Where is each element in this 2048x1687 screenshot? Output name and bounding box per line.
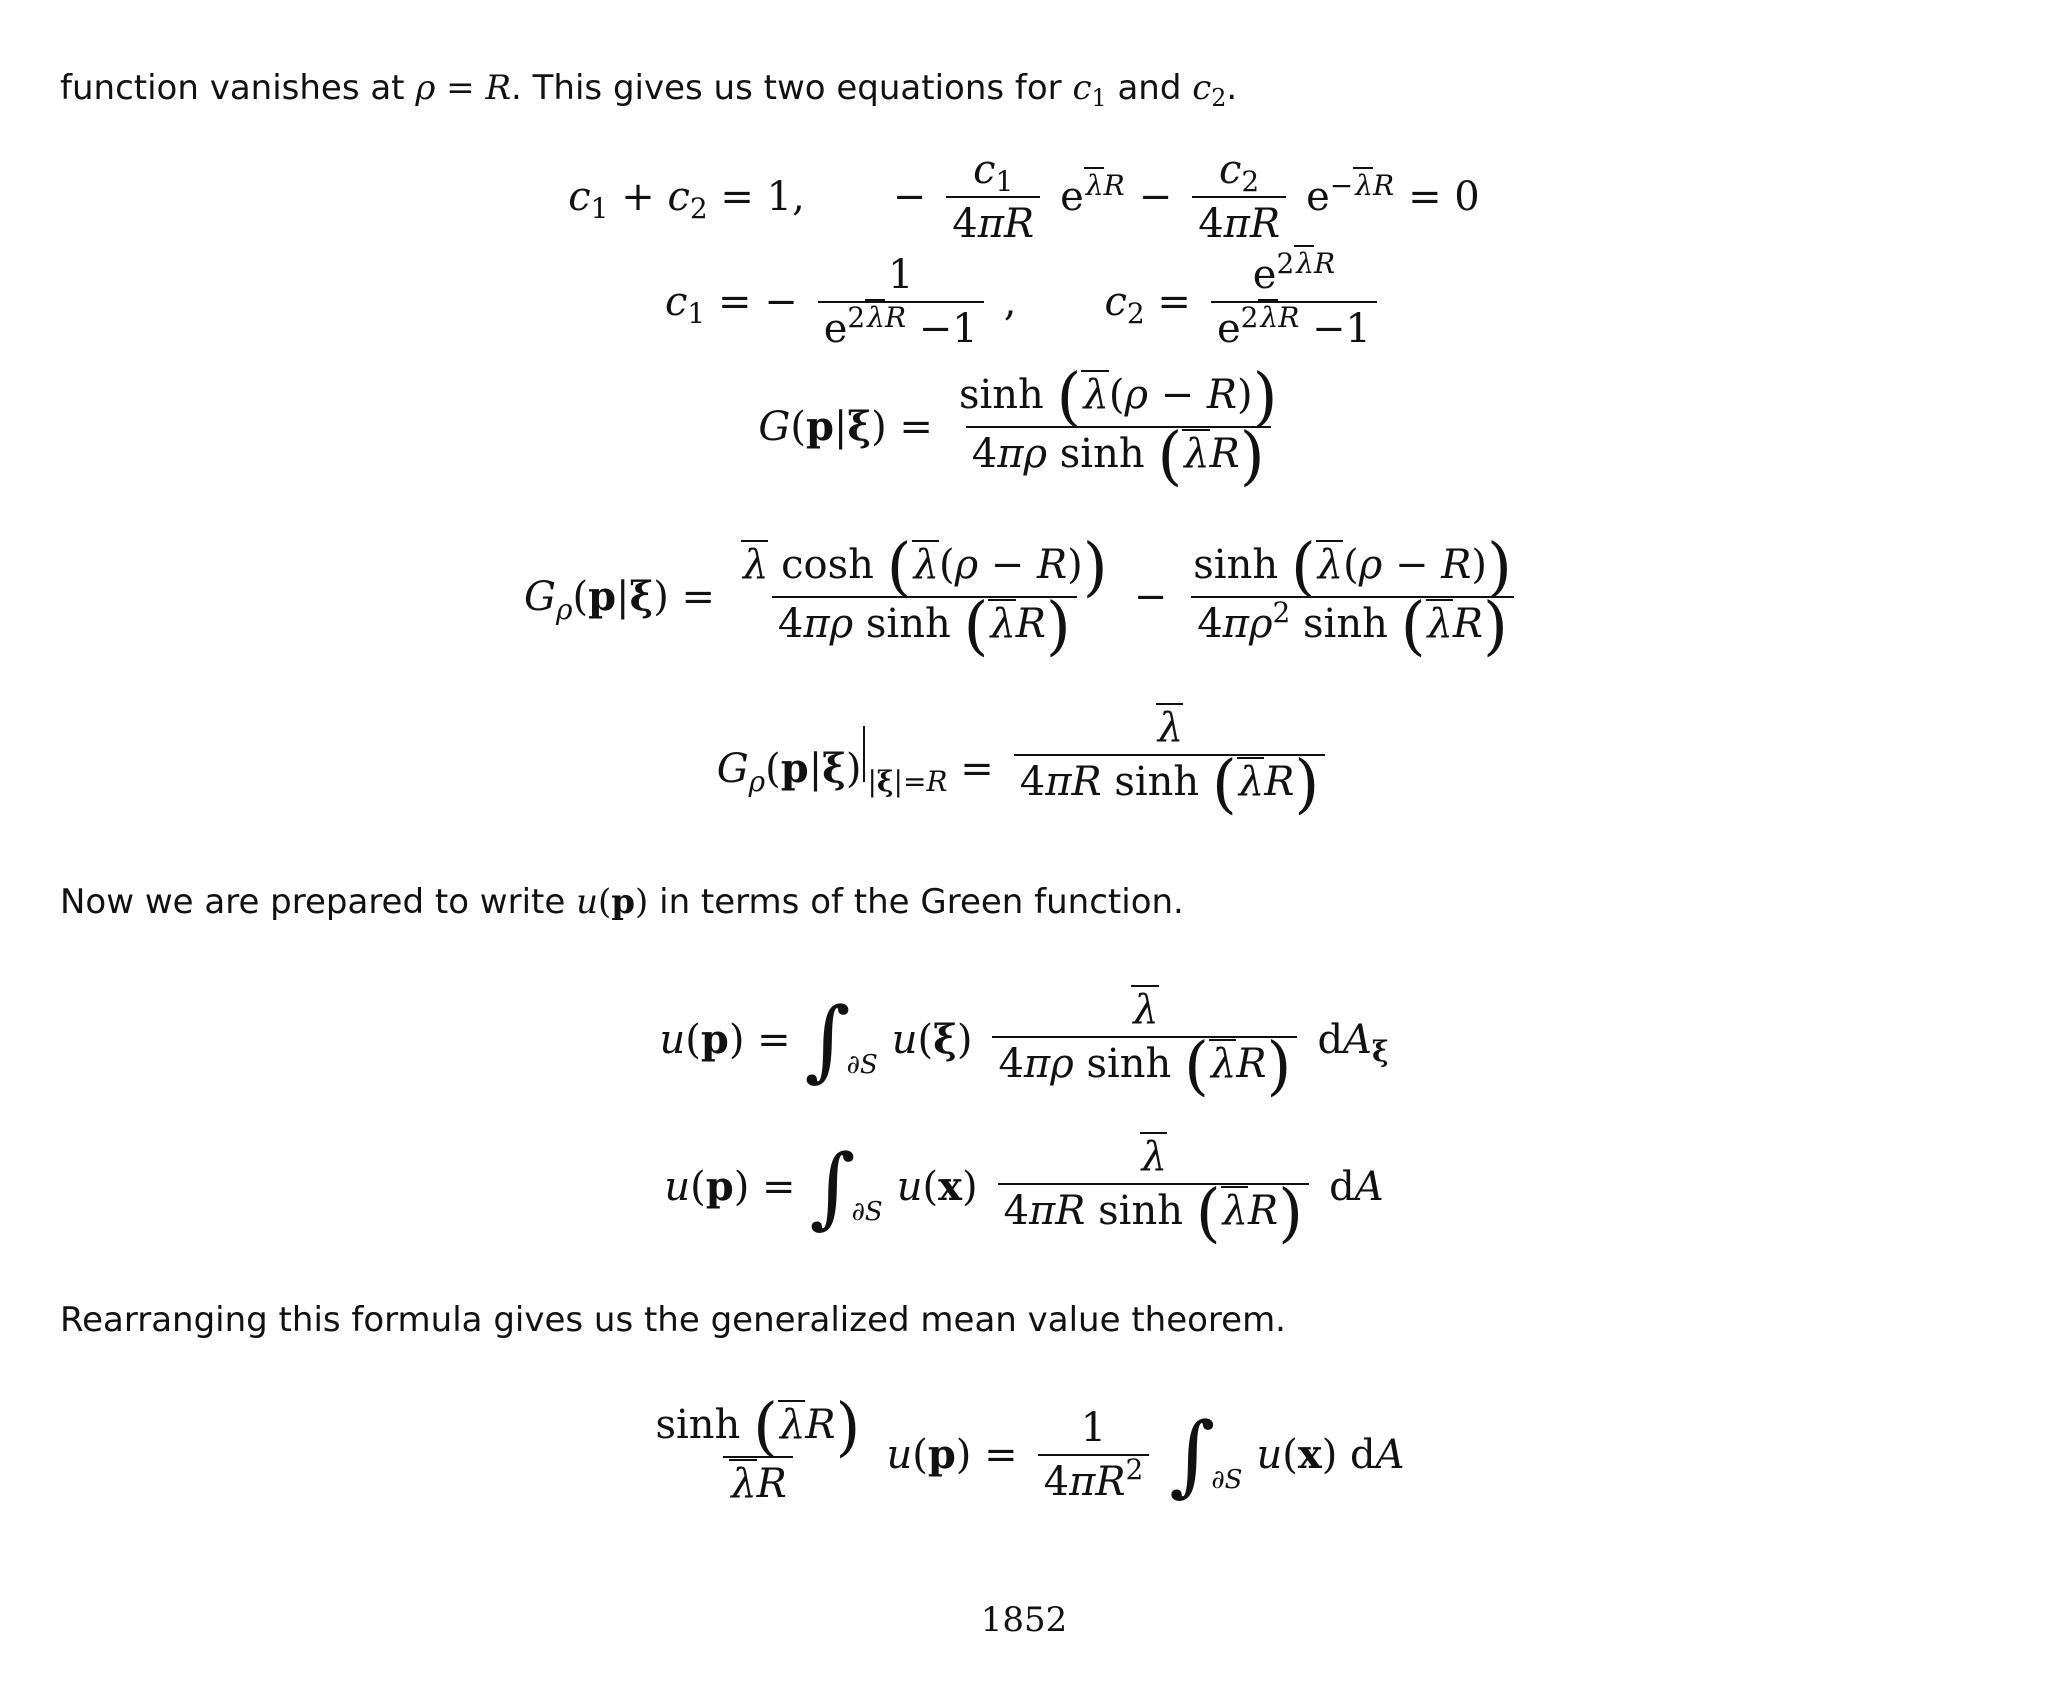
page-number: 1852 — [980, 1600, 1068, 1640]
equation-4: $G_\rho(p|\xi)$ = $\frac{\text{λ cosh (λ(ρ − R))}}{\text{4πρ sinh (λR)}}$ − $\frac{\sinh (\lambda(\rho - R))}{4\pi\rho^2 \sinh (\lambda R)}$ — [0, 545, 2048, 650]
equation-5: $G_\rho(p|\xi) _{|\xi|=R}$ = $\frac{\lambda}{\text{4πR sinh (λR)}}$ — [0, 708, 2048, 807]
paragraph-2: Now we are prepared to write u(p) in terms of the Green function. — [60, 882, 1184, 922]
equation-6: u(p) = $\int_{\partial S}$ u(ξ) $\frac{\lambda}{\text{4πρ sinh (λR)}}$ $dA_\xi$ — [659, 987, 1389, 1104]
equation-3: G(p|ξ) = $\frac{\sinh (\lambda(\rho - R))}{\text{4πρ sinh (λR)}}$ — [758, 360, 1278, 494]
equation-1: $c_1 + c_2 = 1$, − $\frac{c_1}{4\pi R}$ $e^{\lambda R}$ − $\frac{c_2}{4\pi R}$ $e^{-\lambda R}$ = 0 — [568, 147, 1480, 247]
equation-2: $c_1$ = − $\frac{1}{e^{2\lambda R} -1}$ , $c_2$ = $\frac{e^{2\lambda R}}{e^{2\lambda R} -1}$ — [0, 255, 2048, 349]
equation-8: $\frac{\sinh (\lambda R)}{\lambda R}$ u(p) = $\frac{1}{4\pi R^2}$ $\int_{\partial S}$ u(x) dA — [655, 1390, 1405, 1508]
paragraph-3: Rearranging this formula gives us the generalized mean value theorem. — [60, 1300, 1286, 1340]
equation-7: u(p) = $\int_{\partial S}$ u(x) $\frac{\lambda}{\text{4πR sinh (λR)}}$ dA — [664, 1134, 1384, 1251]
paragraph-1: function vanishes at ρ = R. This gives us two equations for $c_1$ and $c_2$. — [60, 68, 1238, 113]
